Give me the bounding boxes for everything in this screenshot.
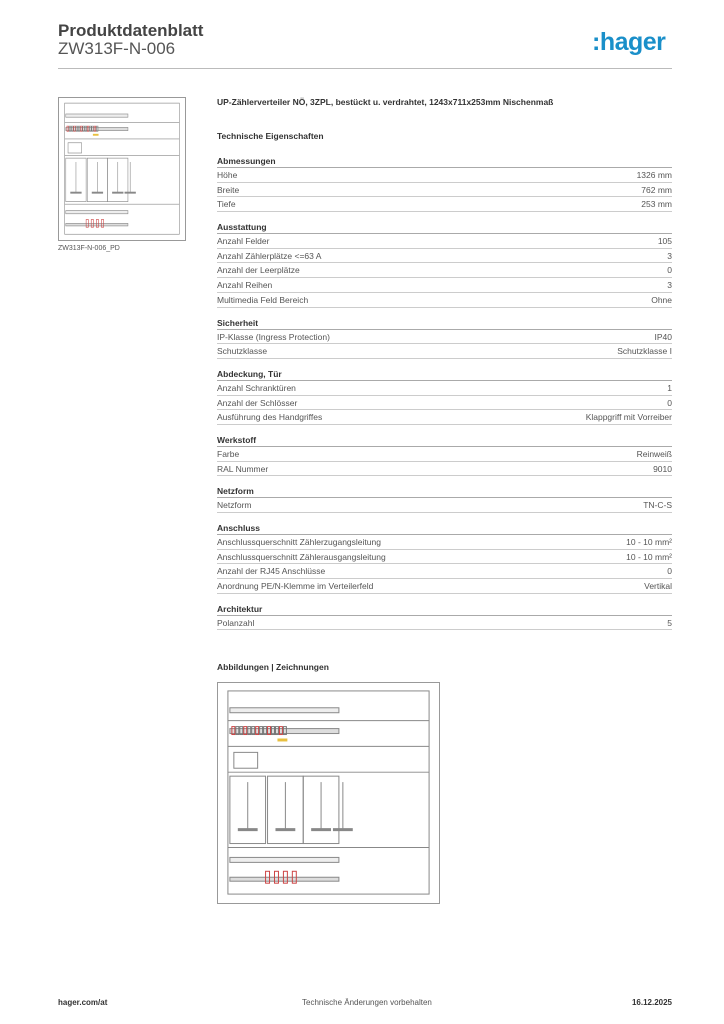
property-value: 9010 (653, 463, 672, 474)
tech-heading: Technische Eigenschaften (217, 131, 324, 141)
property-label: Anzahl Schranktüren (217, 382, 296, 393)
section-title: Sicherheit (217, 317, 672, 330)
section-4 (217, 434, 672, 476)
properties-list (217, 155, 672, 630)
property-row (217, 410, 672, 425)
property-row (217, 550, 672, 565)
property-value: 10 - 10 mm² (626, 537, 672, 547)
property-value: Vertikal (644, 581, 672, 592)
property-label: Anzahl Reihen (217, 280, 273, 291)
property-row (217, 381, 672, 396)
section-title: Netzform (217, 485, 672, 498)
property-row (217, 293, 672, 308)
property-label: Anordnung PE/N-Klemme im Verteilerfeld (217, 581, 374, 592)
property-value: Reinweiß (636, 448, 672, 459)
property-value: 253 mm (641, 199, 672, 210)
property-row (217, 183, 672, 198)
thumbnail-caption: ZW313F-N-006_PD (58, 245, 120, 252)
section-5 (217, 485, 672, 513)
property-value: 0 (667, 566, 672, 577)
product-code: ZW313F-N-006 (58, 39, 176, 58)
property-value: 0 (667, 397, 672, 408)
property-label: Multimedia Feld Bereich (217, 294, 309, 305)
property-label: Anzahl Felder (217, 236, 270, 247)
property-label: Polanzahl (217, 617, 255, 628)
property-value: 3 (667, 250, 672, 261)
property-label: Anschlussquerschnitt Zählerausgangsleitung (217, 551, 386, 562)
property-row (217, 197, 672, 212)
property-row (217, 396, 672, 411)
property-row (217, 447, 672, 462)
product-drawing (217, 682, 440, 904)
property-label: Farbe (217, 448, 240, 459)
section-title: Abmessungen (217, 155, 672, 168)
footer-date: 16.12.2025 (631, 998, 672, 1007)
header-divider (58, 68, 672, 69)
section-title: Ausstattung (217, 221, 672, 234)
property-value: Schutzklasse I (617, 346, 672, 357)
figures-heading: Abbildungen | Zeichnungen (217, 662, 329, 672)
property-label: Anzahl der RJ45 Anschlüsse (217, 566, 326, 577)
property-row (217, 234, 672, 249)
property-row (217, 564, 672, 579)
property-row (217, 330, 672, 345)
property-label: Breite (217, 184, 240, 195)
property-row (217, 168, 672, 183)
property-label: RAL Nummer (217, 463, 269, 474)
property-label: IP-Klasse (Ingress Protection) (217, 331, 330, 342)
footer-website[interactable]: hager.com/at (58, 998, 108, 1007)
property-label: Anzahl der Leerplätze (217, 265, 300, 276)
property-row (217, 535, 672, 550)
section-6 (217, 522, 672, 594)
document-title: Produktdatenblatt (58, 21, 204, 40)
property-label: Höhe (217, 170, 238, 180)
property-row (217, 344, 672, 359)
property-row (217, 263, 672, 278)
product-thumbnail (58, 97, 186, 241)
property-label: Netzform (217, 500, 252, 511)
footer-note: Technische Änderungen vorbehalten (302, 998, 432, 1007)
property-value: 1 (667, 382, 672, 393)
property-value: 762 mm (641, 184, 672, 195)
property-row (217, 498, 672, 513)
section-2 (217, 317, 672, 359)
section-1 (217, 221, 672, 307)
main-content (217, 97, 672, 639)
section-title: Architektur (217, 603, 672, 616)
section-3 (217, 368, 672, 425)
hager-logo: :hager (592, 28, 666, 56)
property-value: 5 (667, 617, 672, 628)
section-title: Werkstoff (217, 434, 672, 447)
property-label: Anzahl der Schlösser (217, 397, 298, 408)
property-value: 10 - 10 mm² (626, 551, 672, 562)
property-value: Ohne (651, 294, 672, 305)
property-row (217, 462, 672, 477)
property-label: Schutzklasse (217, 346, 268, 357)
property-label: Ausführung des Handgriffes (217, 412, 323, 423)
property-row (217, 278, 672, 293)
section-0 (217, 155, 672, 212)
property-row (217, 616, 672, 631)
property-value: TN-C-S (643, 500, 672, 511)
property-label: Anschlussquerschnitt Zählerzugangsleitung (217, 537, 381, 547)
property-label: Anzahl Zählerplätze <=63 A (217, 250, 322, 261)
property-row (217, 249, 672, 264)
property-value: 1326 mm (636, 170, 672, 180)
section-title: Anschluss (217, 522, 672, 535)
section-7 (217, 603, 672, 631)
property-row (217, 579, 672, 594)
property-value: 3 (667, 280, 672, 291)
property-value: Klappgriff mit Vorreiber (585, 412, 672, 423)
property-label: Tiefe (217, 199, 236, 210)
section-title: Abdeckung, Tür (217, 368, 672, 381)
property-value: 105 (657, 236, 672, 247)
property-value: IP40 (654, 331, 672, 342)
product-description: UP-Zählerverteiler NÖ, 3ZPL, bestückt u. verdrahtet, 1243x711x253mm Nischenmaß (217, 97, 554, 107)
property-value: 0 (667, 265, 672, 276)
